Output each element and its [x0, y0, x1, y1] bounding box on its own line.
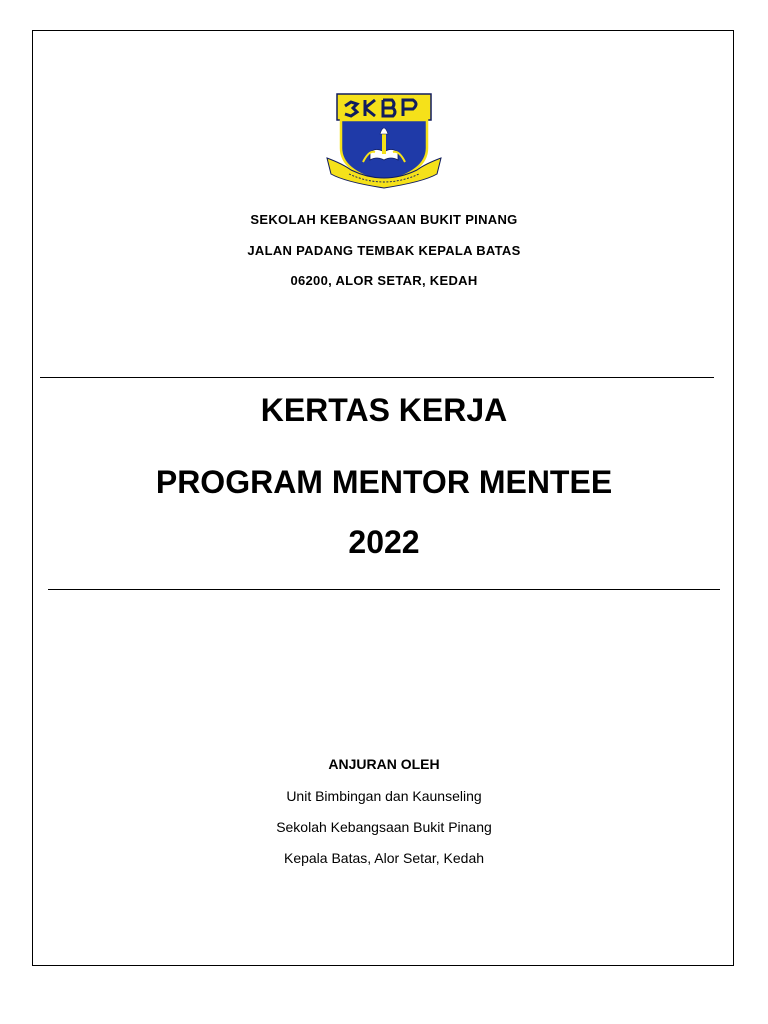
school-city: 06200, ALOR SETAR, KEDAH [290, 273, 478, 288]
program-title: PROGRAM MENTOR MENTEE [155, 464, 613, 500]
program-year: 2022 [348, 524, 420, 560]
bottom-divider [48, 589, 720, 590]
top-divider [40, 377, 714, 378]
school-name: SEKOLAH KEBANGSAAN BUKIT PINANG [250, 212, 518, 227]
organizer-school: Sekolah Kebangsaan Bukit Pinang [276, 819, 492, 835]
document-type-title: KERTAS KERJA [260, 392, 508, 428]
organizer-heading: ANJURAN OLEH [328, 756, 440, 772]
school-street: JALAN PADANG TEMBAK KEPALA BATAS [247, 243, 521, 258]
organizer-location: Kepala Batas, Alor Setar, Kedah [283, 850, 485, 866]
organizer-unit: Unit Bimbingan dan Kaunseling [286, 788, 482, 804]
school-crest-logo [323, 90, 445, 190]
